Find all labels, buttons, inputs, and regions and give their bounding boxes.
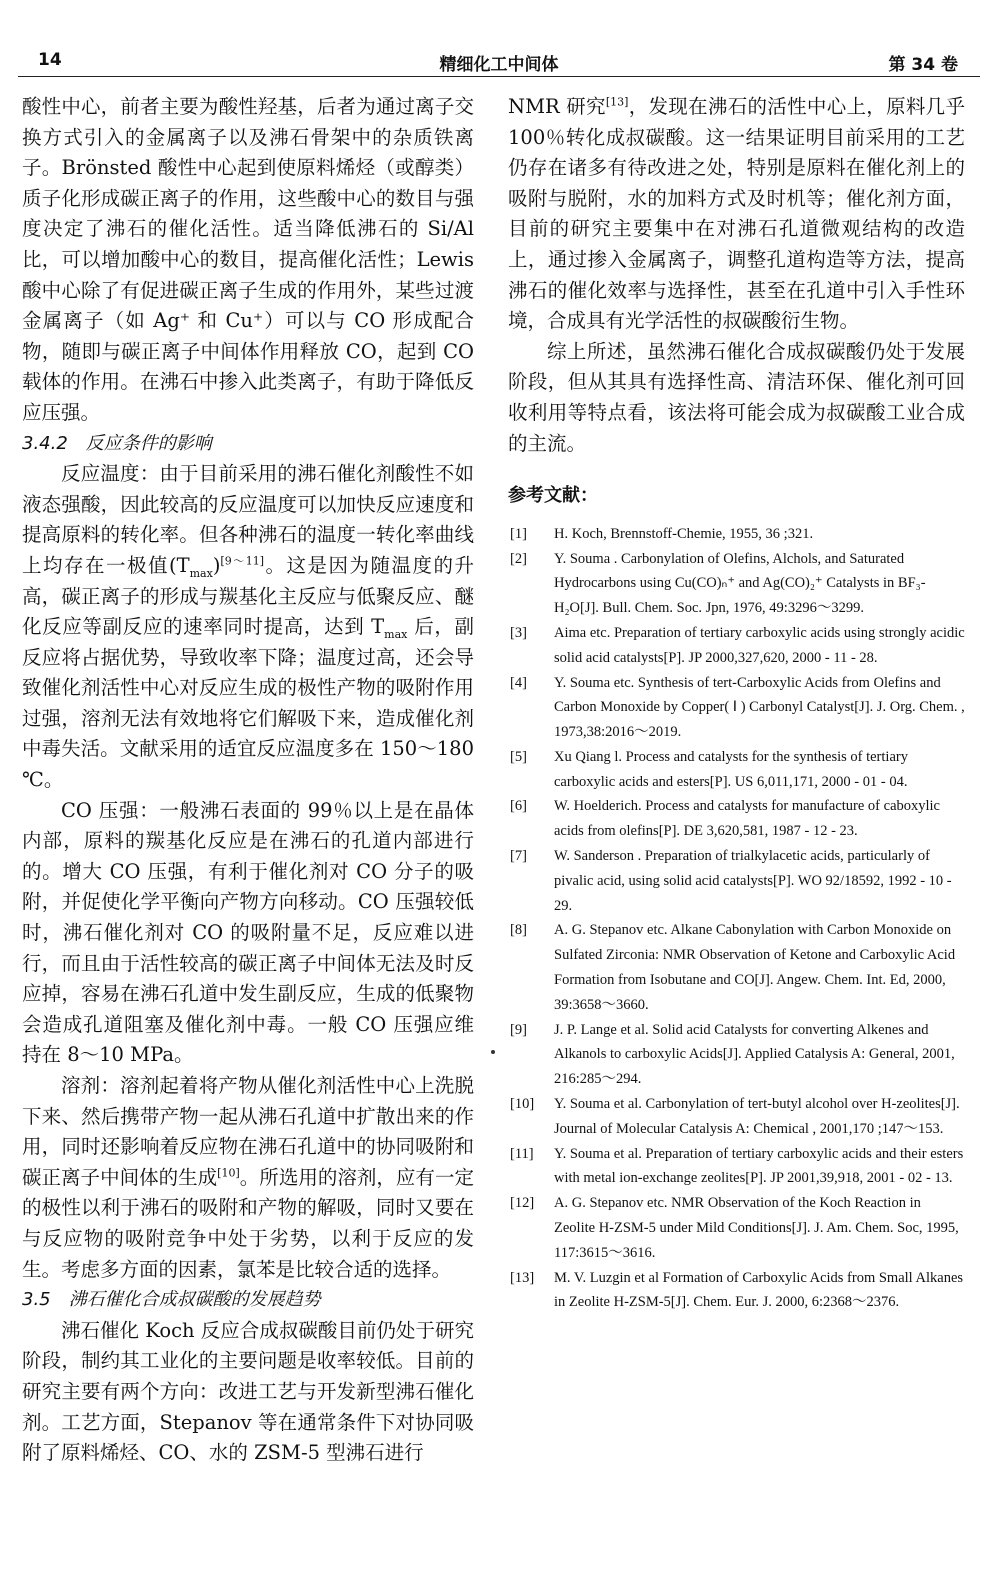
paragraph-co-pressure: CO 压强：一般沸石表面的 99％以上是在晶体内部，原料的羰基化反应是在沸石的孔道内部进行的。增大 CO 压强，有利于催化剂对 CO 分子的吸附，并促使化学平衡向产物方向移动。CO 压强较低时，沸石催化剂对 CO 的吸附量不足，反应难以进行，而且由于活性较高的碳正离子中间体无法及时反应掉，容易在沸石孔道中发生副反应，生成的低聚物会造成孔道阻塞及催化剂中毒。一般 CO 压强应维持在 8～10 MPa。 (22, 798, 474, 1067)
right-column (508, 92, 965, 1315)
reference-text: Y. Souma et al. Preparation of tertiary carboxylic acids and their esters with metal ion-exchange zeolites[P]. JP 2001,39,918, 2001 - 02 - 13. (554, 1145, 964, 1187)
reference-text: W. Hoelderich. Process and catalysts for manufacture of caboxylic acids from olefins[P]. DE 3,620,581, 1987 - 12 - 23. (554, 798, 940, 840)
reference-number: [4] (510, 674, 527, 691)
reference-item (508, 918, 965, 1017)
reference-item (508, 1266, 965, 1316)
reference-text: Y. Souma et al. Carbonylation of tert-butyl alcohol over H-zeolites[J]. Journal of Molecular Catalysis A: Chemical , 2001,170 ;147～153. (554, 1096, 960, 1137)
reference-item (508, 1142, 965, 1192)
reference-number: [11] (510, 1145, 534, 1162)
paragraph-summary: 综上所述，虽然沸石催化合成叔碳酸仍处于发展阶段，但从其具有选择性高、清洁环保、催化剂可回收利用等特点看，该法将可能会成为叔碳酸工业合成的主流。 (508, 339, 965, 455)
journal-title: 精细化工中间体 (439, 55, 559, 75)
paragraph-solvent: 溶剂：溶剂起着将产物从催化剂活性中心上洗脱下来、然后携带产物一起从沸石孔道中扩散出来的作用，同时还影响着反应物在沸石孔道中的协同吸附和碳正离子中间体的生成[10]。所选用的溶剂，应有一定的极性以利于沸石的吸附和产物的解吸，同时又要在与反应物的吸附竞争中处于劣势，以利于反应的发生。考虑多方面的因素，氯苯是比较合适的选择。 (22, 1074, 474, 1281)
reference-number: [6] (510, 798, 527, 815)
reference-item (508, 844, 965, 918)
volume-label: 第 34 卷 (888, 55, 958, 75)
reference-text: Y. Souma . Carbonylation of Olefins, Alchols, and Saturated Hydrocarbons using Cu(CO)ₙ⁺ and Ag(CO)₂⁺ Catalysts in BF₃-H₂O[J]. Bull. Chem. Soc. Jpn, 1976, 49:3296～3299. (554, 550, 926, 617)
reference-number: [7] (510, 848, 527, 865)
reference-number: [2] (510, 550, 527, 567)
reference-item (508, 671, 965, 745)
reference-text: H. Koch, Brennstoff-Chemie, 1955, 36 ;321. (554, 525, 814, 542)
reference-text: W. Sanderson . Preparation of trialkylacetic acids, particularly of pivalic acid, using solid acid catalysts[P]. WO 92/18592, 1992 - 10 - 29. (554, 848, 952, 914)
section-heading-3-4-2: 3.4.2 反应条件的影响 (22, 432, 212, 454)
reference-item (508, 547, 965, 621)
reference-item (508, 794, 965, 844)
reference-number: [13] (510, 1269, 535, 1286)
reference-text: M. V. Luzgin et al Formation of Carboxylic Acids from Small Alkanes in Zeolite H-ZSM-5[J]. Chem. Eur. J. 2000, 6:2368～2376. (554, 1269, 964, 1311)
paragraph-acid-centers: 酸性中心，前者主要为酸性羟基，后者为通过离子交换方式引入的金属离子以及沸石骨架中的杂质铁离子。Brönsted 酸性中心起到使原料烯烃（或醇类）质子化形成碳正离子的作用，这些酸中心的数目与强度决定了沸石的催化活性。适当降低沸石的 Si/Al 比，可以增加酸中心的数目，提高催化活性；Lewis 酸中心除了有促进碳正离子生成的作用外，某些过渡金属离子（如 Ag⁺ 和 Cu⁺）可以与 CO 形成配合物，随即与碳正离子中间体作用释放 CO，起到 CO 载体的作用。在沸石中掺入此类离子，有助于降低反应压强。 (22, 95, 474, 424)
reference-text: Y. Souma etc. Synthesis of tert-Carboxylic Acids from Olefins and Carbon Monoxide by Copper( Ⅰ ) Carbonyl Catalyst[J]. J. Org. Chem. , 1973,38:2016～2019. (554, 674, 965, 741)
reference-number: [1] (510, 525, 527, 542)
reference-text: Xu Qiang l. Process and catalysts for the synthesis of tertiary carboxylic acids and esters[P]. US 6,011,171, 2000 - 01 - 04. (554, 748, 908, 790)
reference-number: [3] (510, 624, 527, 641)
reference-item (508, 1018, 965, 1092)
paragraph-reaction-temperature: 反应温度：由于目前采用的沸石催化剂酸性不如液态强酸，因此较高的反应温度可以加快反应速度和提高原料的转化率。但各种沸石的温度一转化率曲线上均存在一极值$(T_{max})[9\sim 11]$。这是因为随温度的升高，碳正离子的形成与羰基化主反应与低聚反应、醚化反应等副反应的速率同时提高，达到 $T_{max}$ 后，副反应将占据优势，导致收率下降；温度过高，还会导致催化剂活性中心对反应生成的极性产物的吸附作用过强，溶剂无法有效地将它们解吸下来，造成催化剂中毒失活。文献采用的适宜反应温度多在 150～180 ℃。 (22, 462, 474, 792)
reference-number: [5] (510, 748, 527, 765)
reference-text: J. P. Lange et al. Solid acid Catalysts for converting Alkenes and Alkanols to carboxylic Acids[J]. Applied Catalysis A: General, 2001, 216:285～294. (554, 1021, 955, 1088)
reference-text: A. G. Stepanov etc. Alkane Cabonylation with Carbon Monoxide on Sulfated Zirconia: NMR Observation of Ketone and Carboxylic Acid Formation from Isobutane and CO[J]. Angew. Chem. Int. Ed, 2000, 39:3658～3660. (554, 922, 956, 1013)
references-heading: 参考文献： (508, 485, 598, 507)
citation: [10] (217, 1166, 240, 1180)
reference-item (508, 745, 965, 795)
reference-number: [10] (510, 1096, 535, 1113)
reference-item (508, 522, 965, 547)
page-number: 14 (38, 50, 62, 70)
reference-number: [8] (510, 922, 527, 939)
section-heading-3-5: 3.5 沸石催化合成叔碳酸的发展趋势 (22, 1289, 321, 1311)
paragraph-development-trend: 沸石催化 Koch 反应合成叔碳酸目前仍处于研究阶段，制约其工业化的主要问题是收率较低。目前的研究主要有两个方向：改进工艺与开发新型沸石催化剂。工艺方面，Stepanov 等在通常条件下对协同吸附了原料烯烃、CO、水的 ZSM-5 型沸石进行 (22, 1318, 474, 1465)
reference-number: [12] (510, 1195, 535, 1212)
reference-text: Aima etc. Preparation of tertiary carboxylic acids using strongly acidic solid acid catalysts[P]. JP 2000,327,620, 2000 - 11 - 28. (554, 624, 965, 666)
reference-item (508, 1191, 965, 1265)
reference-item (508, 1092, 965, 1142)
reference-text: A. G. Stepanov etc. NMR Observation of the Koch Reaction in Zeolite H-ZSM-5 under Mild Conditions[J]. J. Am. Chem. Soc, 1995, 117:3615～3616. (554, 1195, 959, 1261)
page-header (18, 48, 980, 77)
stray-dot (491, 1050, 495, 1054)
citation: [9～11] (220, 554, 264, 568)
left-column (22, 92, 474, 1469)
citation: [13] (605, 95, 629, 109)
reference-list (508, 522, 965, 1316)
reference-number: [9] (510, 1021, 527, 1038)
reference-item (508, 621, 965, 671)
paragraph-nmr-study: NMR 研究[13]，发现在沸石的活性中心上，原料几乎 100％转化成叔碳酸。这一结果证明目前采用的工艺仍存在诸多有待改进之处，特别是原料在催化剂上的吸附与脱附，水的加料方式及时机等；催化剂方面，目前的研究主要集中在对沸石孔道微观结构的改造上，通过掺入金属离子，调整孔道构造等方法，提高沸石的催化效率与选择性，甚至在孔道中引入手性环境，合成具有光学活性的叔碳酸衍生物。 (508, 95, 965, 333)
